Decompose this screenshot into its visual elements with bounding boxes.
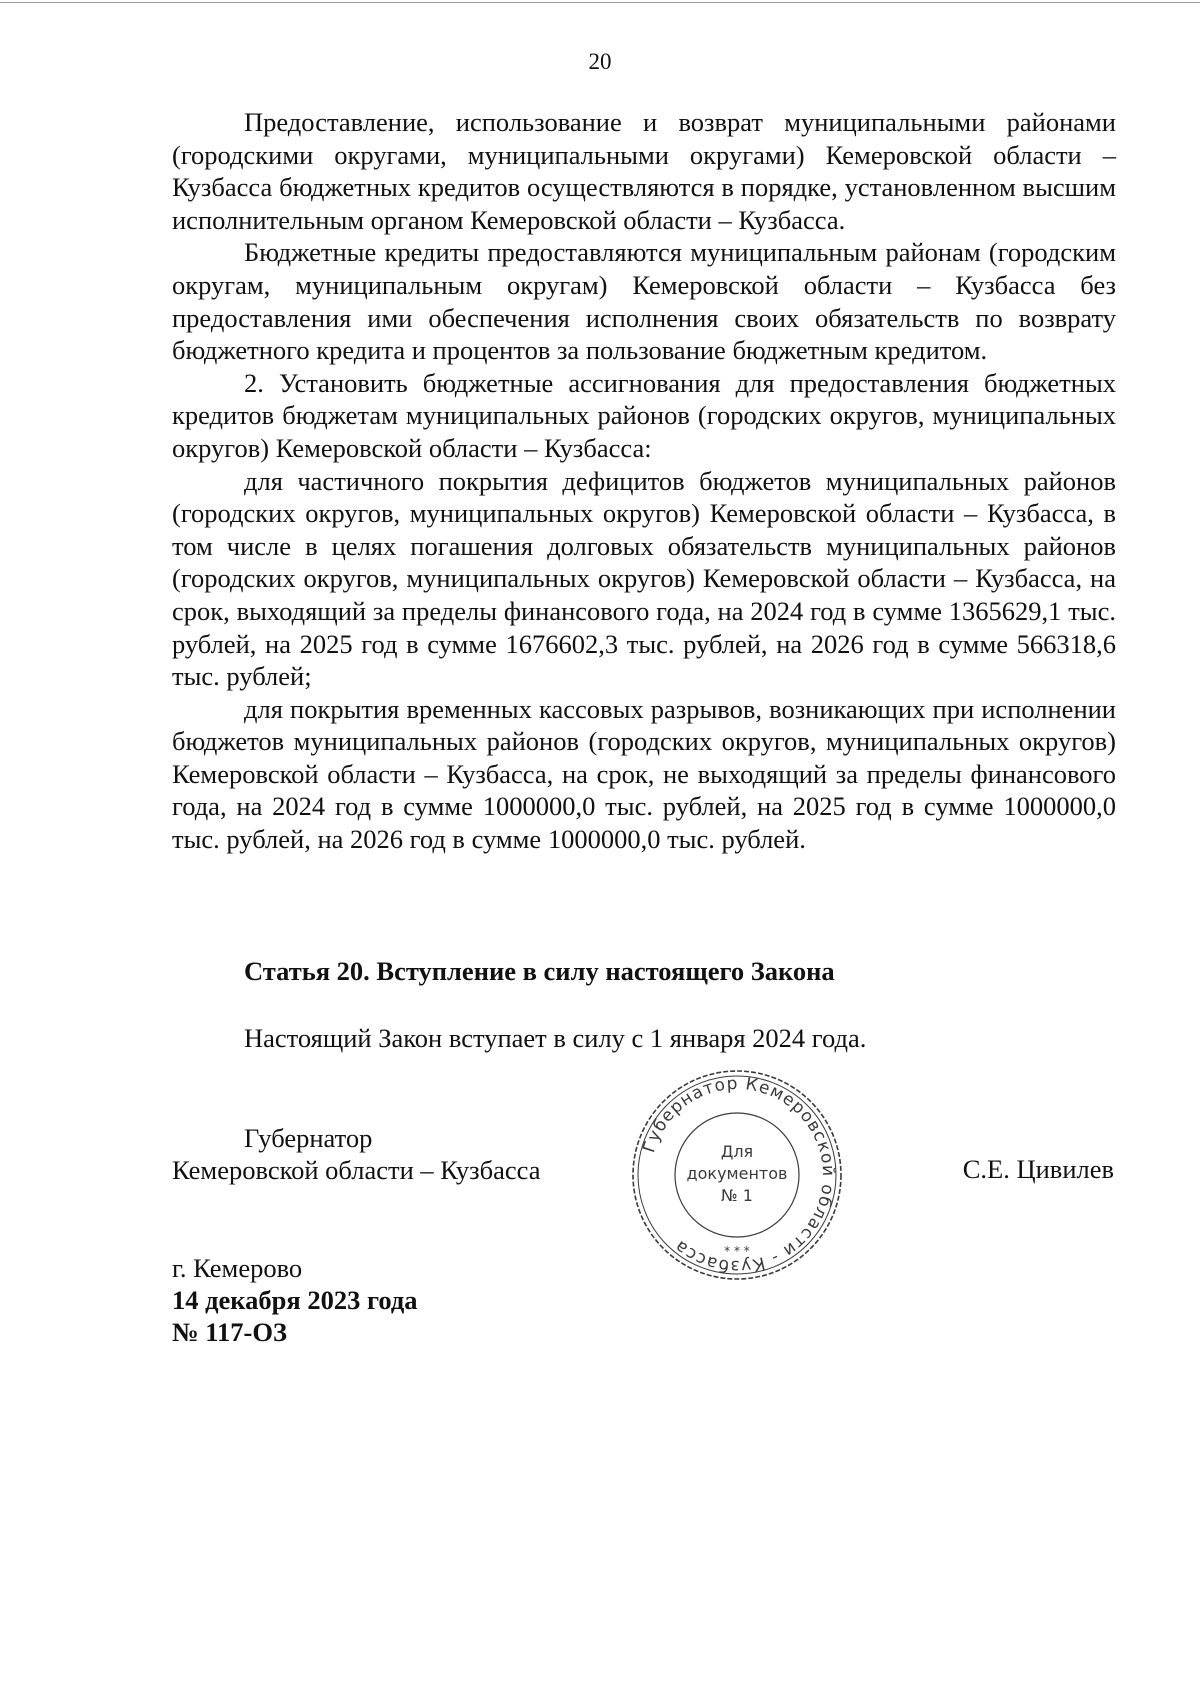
document-body bbox=[172, 106, 1116, 856]
top-border-line bbox=[0, 2, 1200, 3]
stamp-star-decoration: * * * bbox=[724, 1244, 750, 1258]
footer-date: 14 декабря 2023 года bbox=[172, 1285, 418, 1315]
stamp-center-line-1: Для bbox=[720, 1142, 754, 1161]
stamp-center-line-2: документов bbox=[686, 1164, 788, 1183]
governor-title-line-2: Кемеровской области – Кузбасса bbox=[172, 1155, 541, 1185]
effective-date-text: Настоящий Закон вступает в силу с 1 января 2024 года. bbox=[244, 1023, 867, 1053]
paragraph-cash-gaps: для покрытия временных кассовых разрывов, возникающих при исполнении бюджетов муниципальных районов (городских округов, муниципальных округов) Кемеровской области – Кузбасса, на срок, не выходящий за пределы финансового года, на 2024 год в сумме 1000000,0 тыс. рублей, на 2025 год в сумме 1000000,0 тыс. рублей, на 2026 год в сумме 1000000,0 тыс. рублей. bbox=[172, 693, 1116, 855]
paragraph-deficit-coverage: для частичного покрытия дефицитов бюджетов муниципальных районов (городских округов, муниципальных округов) Кемеровской области – Кузбасса, в том числе в целях погашения долговых обязательств муниципальных районов (городских округов, муниципальных округов) Кемеровской области – Кузбасса, на срок, выходящий за пределы финансового года, на 2024 год в сумме 1365629,1 тыс. рублей, на 2025 год в сумме 1676602,3 тыс. рублей, на 2026 год в сумме 566318,6 тыс. рублей; bbox=[172, 465, 1116, 692]
paragraph-credit-procedure: Предоставление, использование и возврат муниципальными районами (городскими округами, муниципальными округами) Кемеровской области – Кузбасса бюджетных кредитов осуществляются в порядке, установленном высшим исполнительным органом Кемеровской области – Кузбасса. bbox=[172, 107, 1116, 235]
governor-title-line-1: Губернатор bbox=[244, 1123, 373, 1153]
page-number: 20 bbox=[588, 49, 612, 74]
stamp-center-line-3: № 1 bbox=[721, 1186, 753, 1205]
paragraph-credit-conditions: Бюджетные кредиты предоставляются муниципальным районам (городским округам, муниципальным округам) Кемеровской области – Кузбасса без предоставления ими обеспечения исполнения своих обязательств по возврату бюджетного кредита и процентов за пользование бюджетным кредитом. bbox=[172, 237, 1116, 366]
law-number: № 117-ОЗ bbox=[172, 1317, 287, 1347]
governor-name: С.Е. Цивилев bbox=[962, 1154, 1114, 1184]
governor-title bbox=[172, 1122, 541, 1186]
footer-city: г. Кемерово bbox=[172, 1253, 303, 1283]
official-stamp bbox=[627, 1065, 847, 1285]
article-heading: Статья 20. Вступление в силу настоящего Закона bbox=[244, 956, 835, 986]
paragraph-item-2: 2. Установить бюджетные ассигнования для предоставления бюджетных кредитов бюджетам муниципальных районов (городских округов, муниципальных округов) Кемеровской области – Кузбасса: bbox=[172, 367, 1116, 463]
document-footer bbox=[172, 1252, 418, 1348]
stamp-ring-text: Губернатор Кемеровской области - Кузбасса bbox=[639, 1073, 839, 1277]
